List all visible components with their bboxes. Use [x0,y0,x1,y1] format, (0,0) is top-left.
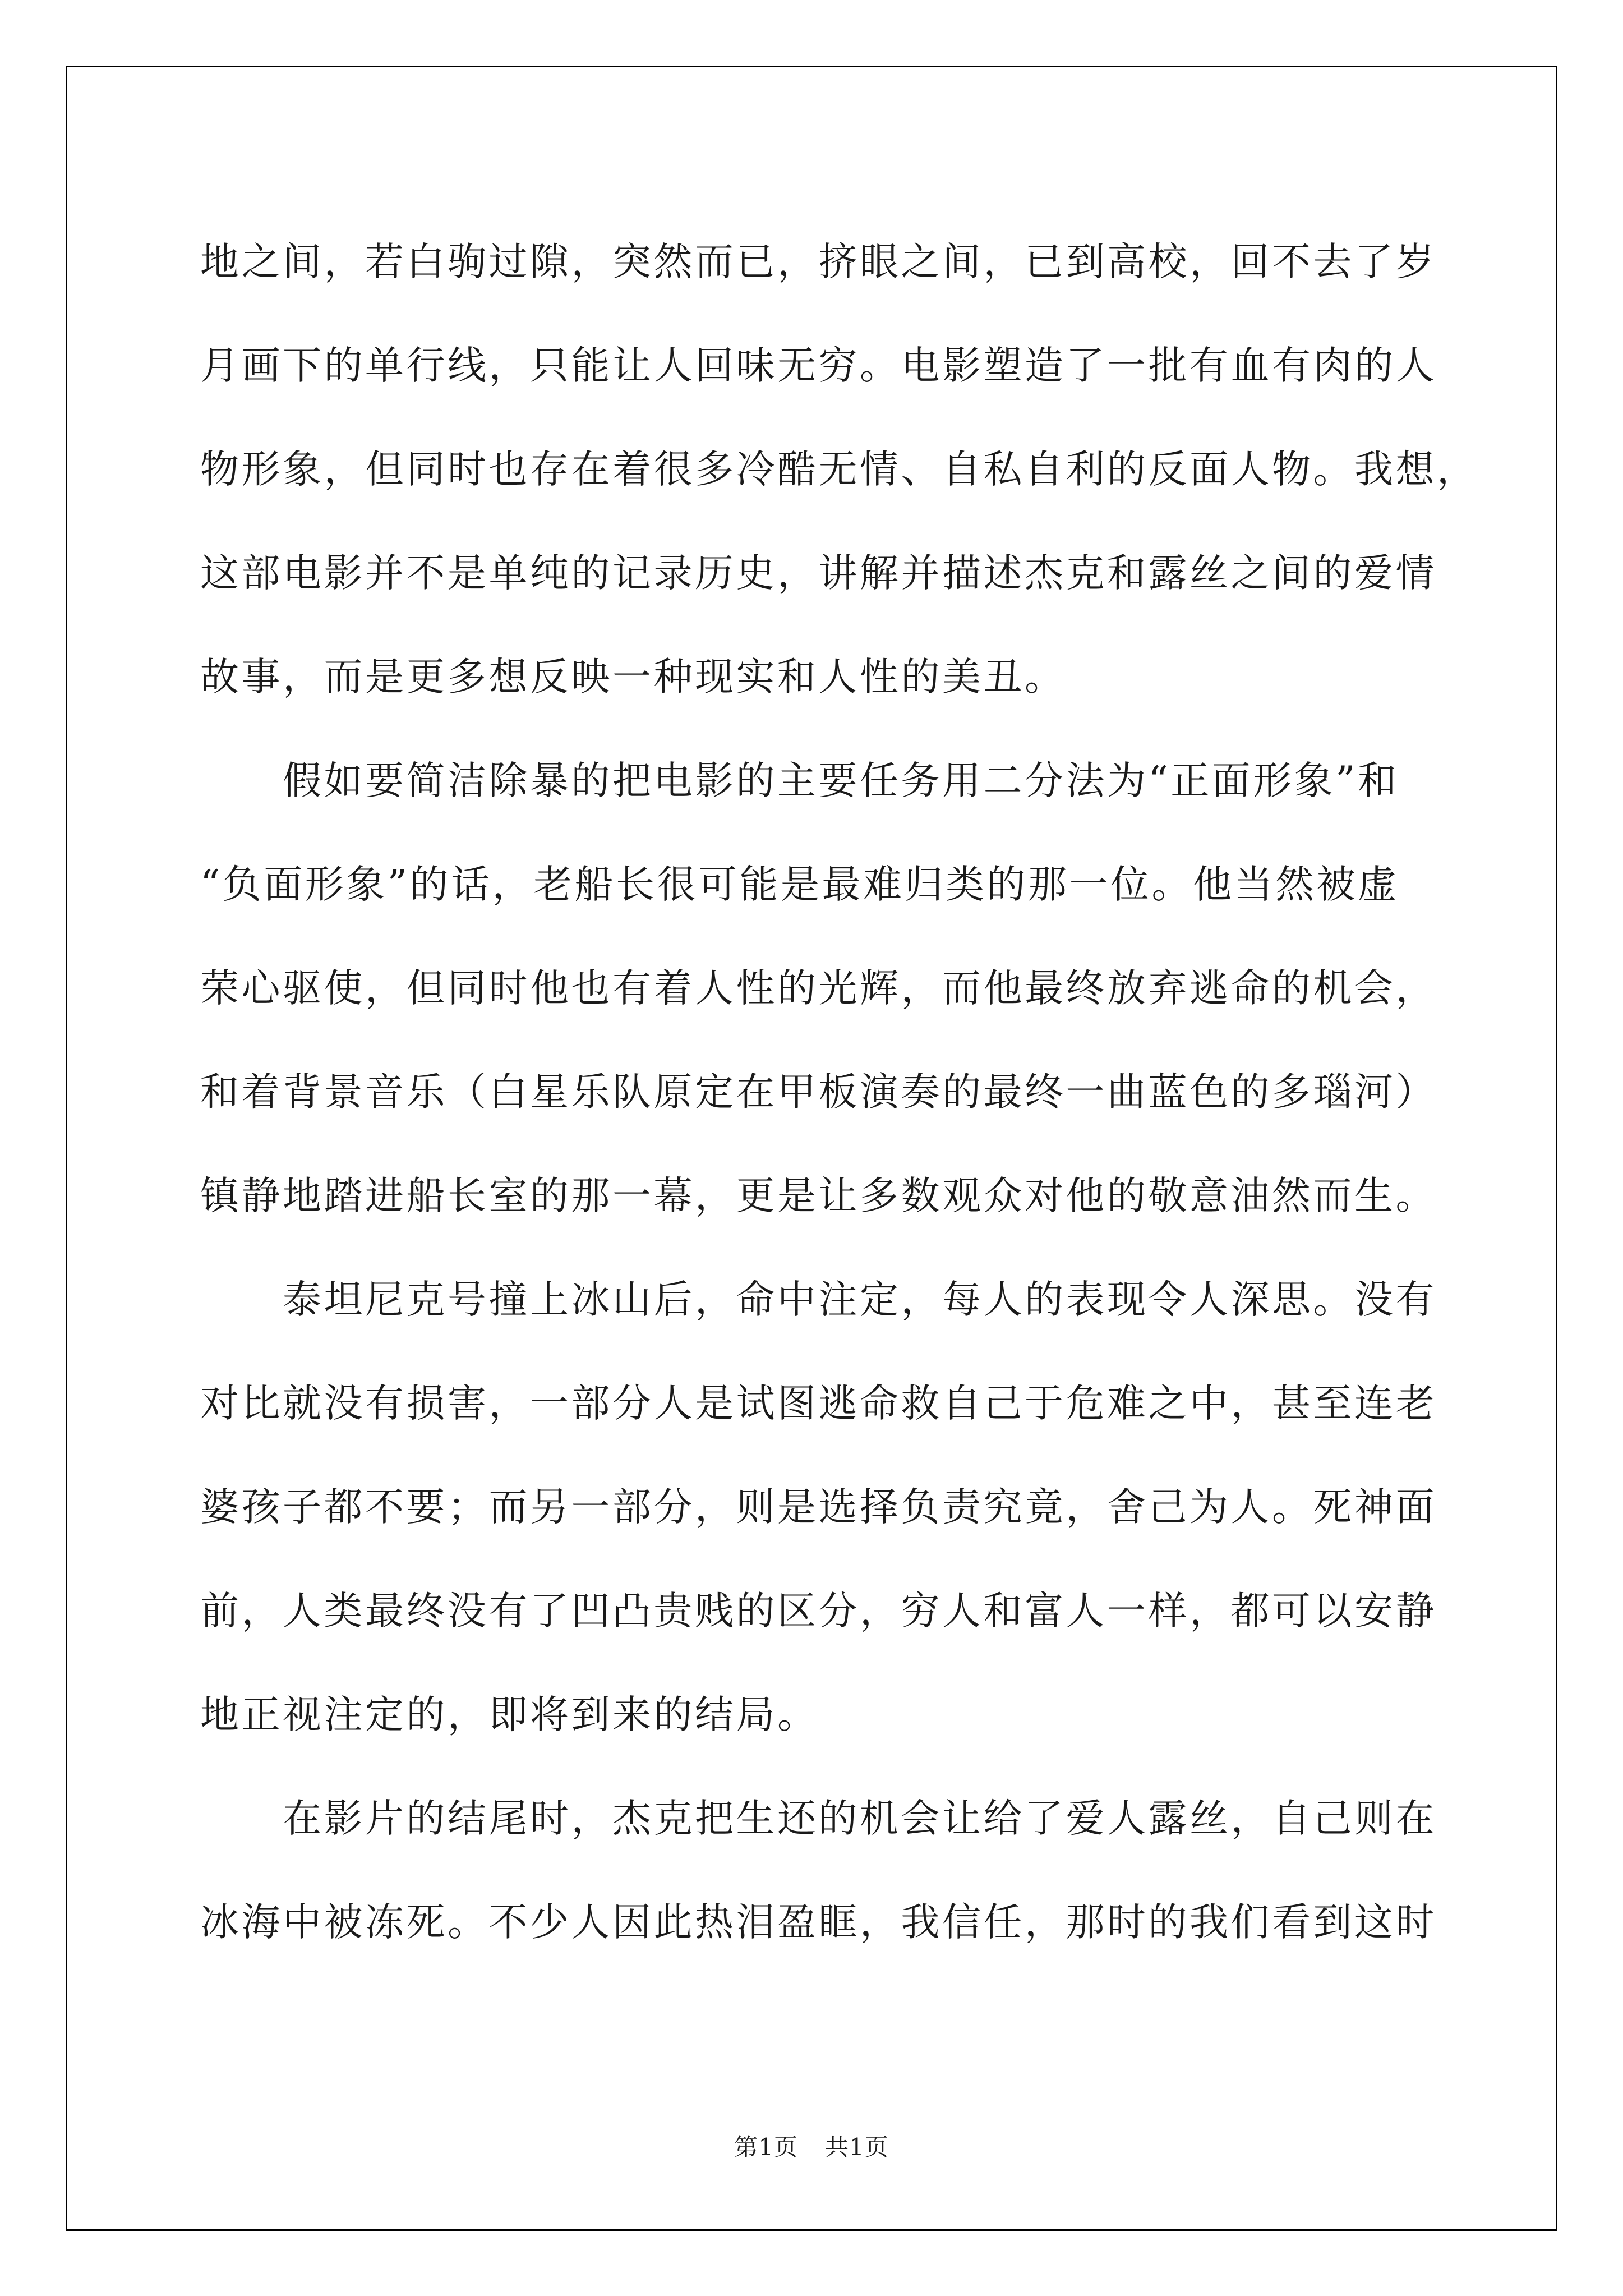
text-line-17: 冰海中被冻死。不少人因此热泪盈眶，我信任，那时的我们看到这时 [200,1900,1437,1945]
text-line-1: 地之间，若白驹过隙，突然而已，挤眼之间，已到高校，回不去了岁 [200,240,1437,284]
text-line-2: 月画下的单行线，只能让人回味无穷。电影塑造了一批有血有肉的人 [200,343,1437,388]
text-line-6: 假如要简洁除暴的把电影的主要任务用二分法为“正面形象”和 [283,758,1399,803]
text-line-9: 和着背景音乐（白星乐队原定在甲板演奏的最终一曲蓝色的多瑙河） [200,1070,1437,1115]
text-line-5: 故事，而是更多想反映一种现实和人性的美丑。 [200,655,1066,700]
text-line-7: “负面形象”的话，老船长很可能是最难归类的那一位。他当然被虚 [200,862,1399,907]
text-line-10: 镇静地踏进船长室的那一幕，更是让多数观众对他的敬意油然而生。 [200,1174,1437,1218]
document-body [200,210,1478,1975]
text-line-3: 物形象，但同时也存在着很多冷酷无情、自私自利的反面人物。我想， [200,447,1478,492]
page-number-current: 第1页 [734,2133,798,2161]
text-line-13: 婆孩子都不要；而另一部分，则是选择负责究竟，舍己为人。死神面 [200,1485,1437,1530]
text-line-8: 荣心驱使，但同时他也有着人性的光辉，而他最终放弃逃命的机会， [200,966,1437,1011]
page-number-total: 共1页 [825,2133,889,2161]
page-footer [0,2129,1623,2162]
text-line-4: 这部电影并不是单纯的记录历史，讲解并描述杰克和露丝之间的爱情 [200,551,1437,596]
text-line-15: 地正视注定的，即将到来的结局。 [200,1692,819,1737]
text-line-12: 对比就没有损害，一部分人是试图逃命救自己于危难之中，甚至连老 [200,1381,1437,1426]
text-line-11: 泰坦尼克号撞上冰山后，命中注定，每人的表现令人深思。没有 [283,1277,1437,1322]
text-line-16: 在影片的结尾时，杰克把生还的机会让给了爱人露丝，自己则在 [283,1796,1437,1841]
text-line-14: 前，人类最终没有了凹凸贵贱的区分，穷人和富人一样，都可以安静 [200,1589,1437,1634]
